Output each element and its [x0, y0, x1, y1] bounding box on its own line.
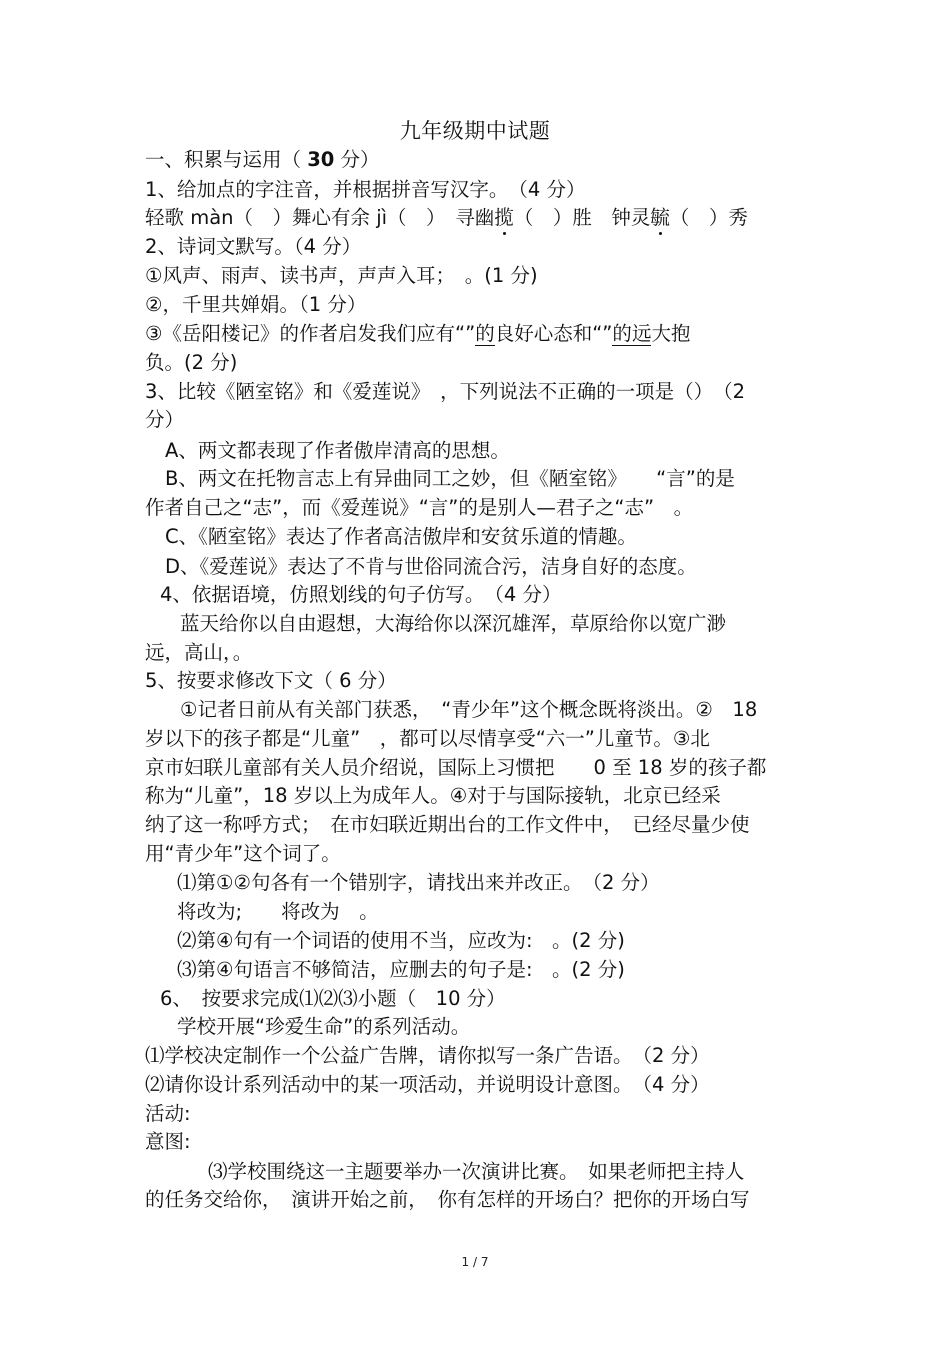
dotted-char-lan: 揽 [494, 206, 514, 229]
question-6-intent-label: 意图: [145, 1130, 191, 1153]
question-3-stem-end: 分） [145, 408, 185, 431]
question-4-body-cont: 远，高山，。 [145, 641, 253, 664]
question-1-stem: 1、给加点的字注音，并根据拼音写汉字。 （4 分） [145, 178, 586, 201]
section-one-heading: 一、积累与运用（ 30 分） [145, 148, 380, 171]
question-3-option-c: C、《陋室铭》表达了作者高洁傲岸和安贫乐道的情趣。 [165, 525, 637, 548]
question-2-item-3: ③《岳阳楼记》的作者启发我们应有“”的良好心态和“”的远大抱 [145, 322, 691, 345]
question-5-sub-1-answer: 将改为; 将改为 。 [177, 900, 379, 923]
question-2-item-3-end: 负。(2 分) [145, 351, 238, 374]
question-5-sub-2: ⑵第④句有一个词语的使用不当，应改为: 。(2 分) [177, 929, 625, 952]
question-5-passage-4: 称为“儿童”，18 岁以上为成年人。④对于与国际接轨，北京已经采 [145, 784, 721, 807]
question-4-stem: 4、依据语境，仿照划线的句子仿写。 （4 分） [160, 583, 562, 606]
question-6-sub-3: ⑶学校围绕这一主题要举办一次演讲比赛。 如果老师把主持人 [208, 1160, 745, 1183]
question-6-intro: 学校开展“珍爱生命”的系列活动。 [177, 1015, 471, 1038]
question-6-stem: 6、 按要求完成⑴⑵⑶小题（ 10 分） [160, 987, 506, 1010]
dotted-char-yu: 毓 [650, 206, 670, 229]
page-title: 九年级期中试题 [399, 119, 551, 143]
question-2-item-1: ①风声、雨声、读书声，声声入耳； 。(1 分) [145, 264, 538, 287]
question-5-passage-2: 岁以下的孩子都是“儿童” ，都可以尽情享受“六一”儿童节。③北 [145, 727, 710, 750]
question-3-option-d: D、《爱莲说》表达了不肯与世俗同流合污，洁身自好的态度。 [165, 555, 697, 578]
question-3-option-a: A、两文都表现了作者傲岸清高的思想。 [165, 439, 510, 462]
page-number: 1 / 7 [461, 1255, 489, 1269]
question-6-activity-label: 活动: [145, 1102, 191, 1125]
question-5-passage-6: 用“青少年”这个词了。 [145, 842, 341, 865]
question-5-passage-1: ①记者日前从有关部门获悉， “青少年”这个概念既将淡出。② 18 [180, 698, 758, 721]
question-6-sub-1: ⑴学校决定制作一个公益广告牌，请你拟写一条广告语。 （2 分） [145, 1044, 710, 1067]
question-2-stem: 2、诗词文默写。（4 分） [145, 235, 362, 258]
question-6-sub-2: ⑵请你设计系列活动中的某一项活动，并说明设计意图。 （4 分） [145, 1073, 710, 1096]
question-5-sub-3: ⑶第④句语言不够简洁，应删去的句子是: 。(2 分) [177, 958, 625, 981]
question-5-stem: 5、按要求修改下文（ 6 分） [145, 669, 397, 692]
question-4-body: 蓝天给你以自由遐想，大海给你以深沉雄浑，草原给你以宽广渺 [180, 612, 727, 635]
question-5-sub-1: ⑴第①②句各有一个错别字，请找出来并改正。 （2 分） [177, 871, 660, 894]
question-2-item-2: ②，千里共婵娟。（1 分） [145, 293, 367, 316]
question-3-option-b-cont: 作者自己之“志”，而《爱莲说》“言”的是别人—君子之“志” 。 [145, 496, 694, 519]
question-3-stem: 3、比较《陋室铭》和《爱莲说》 ，下列说法不正确的一项是（） （2 [145, 380, 746, 403]
question-1-items: 轻歌 màn（ ）舞心有余 jì（ ） 寻幽揽（ ）胜 钟灵毓（ ）秀 [145, 206, 748, 229]
question-5-passage-3: 京市妇联儿童部有关人员介绍说，国际上习惯把 0 至 18 岁的孩子都 [145, 756, 767, 779]
question-6-sub-3-cont: 的任务交给你， 演讲开始之前， 你有怎样的开场白？把你的开场白写 [145, 1188, 750, 1211]
question-3-option-b: B、两文在托物言志上有异曲同工之妙，但《陋室铭》 “言”的是 [165, 467, 735, 490]
question-5-passage-5: 纳了这一称呼方式； 在市妇联近期出台的工作文件中， 已经尽量少使 [145, 813, 750, 836]
